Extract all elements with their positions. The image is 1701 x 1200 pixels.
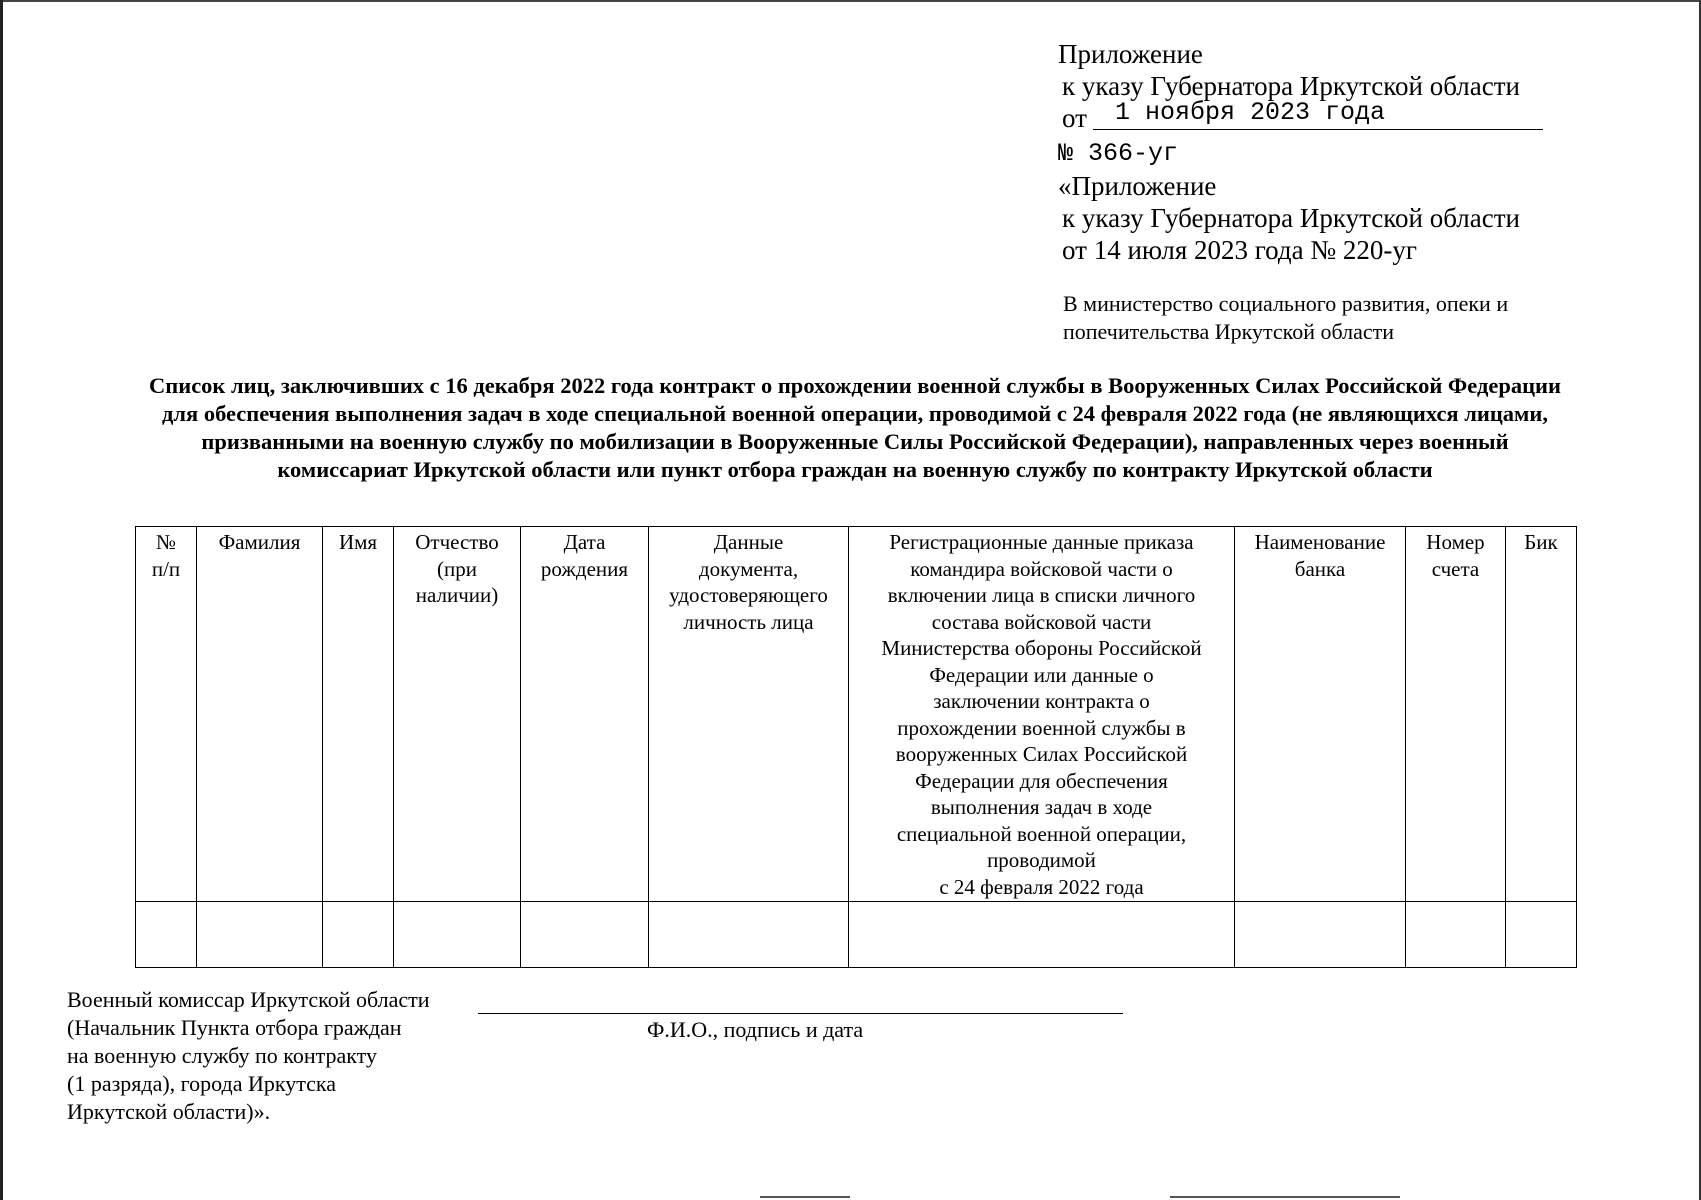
scan-border-top — [0, 0, 1701, 2]
column-header-line: Номер — [1426, 530, 1485, 554]
table-cell — [649, 902, 849, 968]
addressee — [1063, 290, 1583, 346]
table-cell — [849, 902, 1235, 968]
column-header-line: Имя — [338, 530, 378, 554]
table-cell — [521, 902, 649, 968]
scan-border-left — [0, 0, 3, 1200]
table-cell — [136, 902, 197, 968]
column-header-line: Федерации или данные о — [929, 662, 1154, 687]
column-header-surname — [197, 527, 323, 902]
appendix-label: Приложение — [1058, 39, 1203, 69]
table-cell — [1235, 902, 1406, 968]
registry-table — [135, 526, 1577, 968]
column-header-line: банка — [1294, 556, 1346, 581]
decree-date-line — [1062, 98, 1658, 138]
column-header-line: Министерства обороны Российской — [881, 636, 1202, 660]
scan-border-bottom — [1170, 1196, 1400, 1198]
table-cell — [323, 902, 394, 968]
column-header-id-document — [649, 527, 849, 902]
signature-caption: Ф.И.О., подпись и дата — [647, 1017, 864, 1042]
addressee-line: В министерство социального развития, опеки и — [1063, 291, 1509, 316]
column-header-bik — [1506, 527, 1577, 902]
scan-border-bottom — [760, 1196, 850, 1198]
title-line: комиссариат Иркутской области или пункт отбора граждан на военную службу по контракту Иркутской области — [277, 457, 1433, 482]
column-header-line: включении лица в списки личного — [887, 583, 1196, 607]
column-header-line: Фамилия — [218, 530, 301, 554]
column-header-number — [136, 527, 197, 902]
column-header-line: заключении контракта о — [933, 689, 1150, 713]
table-header-row — [136, 527, 1577, 902]
document-title — [60, 372, 1650, 484]
column-header-line: Данные — [713, 530, 784, 554]
signatory-title: Военный комиссар Иркутской области — [67, 987, 430, 1012]
column-header-line: (при — [437, 556, 477, 581]
signatory-title: Иркутской области)». — [67, 1099, 271, 1124]
column-header-name — [323, 527, 394, 902]
column-header-registration-data — [849, 527, 1235, 902]
column-header-line: выполнения задач в ходе — [930, 795, 1153, 819]
column-header-line: Отчество — [415, 530, 499, 554]
decree-number: № 366-уг — [1058, 139, 1179, 168]
column-header-line: состава войсковой части — [931, 609, 1152, 634]
column-header-patronymic — [394, 527, 521, 902]
quoted-decree-date: от 14 июля 2023 года № 220-уг — [1062, 235, 1417, 265]
column-header-line: наличии) — [415, 583, 499, 607]
quoted-decree-reference: к указу Губернатора Иркутской области — [1062, 203, 1520, 233]
table-cell — [1506, 902, 1577, 968]
signatory-title: на военную службу по контракту — [67, 1043, 377, 1068]
table-cell — [394, 902, 521, 968]
column-header-line: Наименование — [1254, 530, 1386, 554]
title-line: призванными на военную службу по мобилизации в Вооруженные Силы Российской Федерации), направленных через военный — [201, 429, 1509, 454]
column-header-line: специальной военной операции, — [896, 821, 1187, 846]
column-header-line: Регистрационные данные приказа — [889, 530, 1194, 554]
signatory-block — [67, 986, 430, 1126]
column-header-account-number — [1406, 527, 1506, 902]
quoted-appendix-label: «Приложение — [1058, 171, 1217, 201]
column-header-line: прохождении военной службы в — [897, 715, 1186, 740]
column-header-line: командира войсковой части о — [910, 556, 1173, 581]
column-header-line: личность лица — [683, 609, 814, 634]
column-header-line: вооруженных Силах Российской — [895, 742, 1188, 766]
appendix-header — [1058, 38, 1658, 266]
date-prefix: от — [1062, 103, 1087, 133]
column-header-line: счета — [1431, 556, 1480, 581]
column-header-line: с 24 февраля 2022 года — [939, 874, 1144, 899]
column-header-line: документа, — [698, 556, 799, 581]
column-header-line: п/п — [151, 556, 181, 581]
column-header-line: рождения — [540, 556, 629, 581]
signature-line — [478, 1013, 1123, 1014]
table-cell — [197, 902, 323, 968]
column-header-bank-name — [1235, 527, 1406, 902]
table-cell — [1406, 902, 1506, 968]
addressee-line: попечительства Иркутской области — [1063, 319, 1395, 344]
title-line: для обеспечения выполнения задач в ходе специальной военной операции, проводимой с 24 февраля 2022 года (не являющихся лицами, — [162, 401, 1548, 426]
column-header-line: Федерации для обеспечения — [915, 768, 1168, 793]
column-header-line: проводимой — [987, 848, 1096, 872]
signatory-title: (1 разряда), города Иркутска — [67, 1071, 337, 1096]
decree-date-field: 1 ноября 2023 года — [1093, 97, 1543, 130]
title-line: Список лиц, заключивших с 16 декабря 2022 года контракт о прохождении военной службы в Вооруженных Силах Российской Федерации — [149, 373, 1561, 398]
column-header-line: № — [155, 530, 177, 554]
table-row — [136, 902, 1577, 968]
column-header-line: удостоверяющего — [669, 583, 828, 607]
decree-reference: к указу Губернатора Иркутской области — [1062, 71, 1520, 101]
column-header-birth-date — [521, 527, 649, 902]
column-header-line: Бик — [1524, 530, 1558, 554]
signatory-title: (Начальник Пункта отбора граждан — [67, 1015, 402, 1040]
column-header-line: Дата — [563, 530, 606, 554]
